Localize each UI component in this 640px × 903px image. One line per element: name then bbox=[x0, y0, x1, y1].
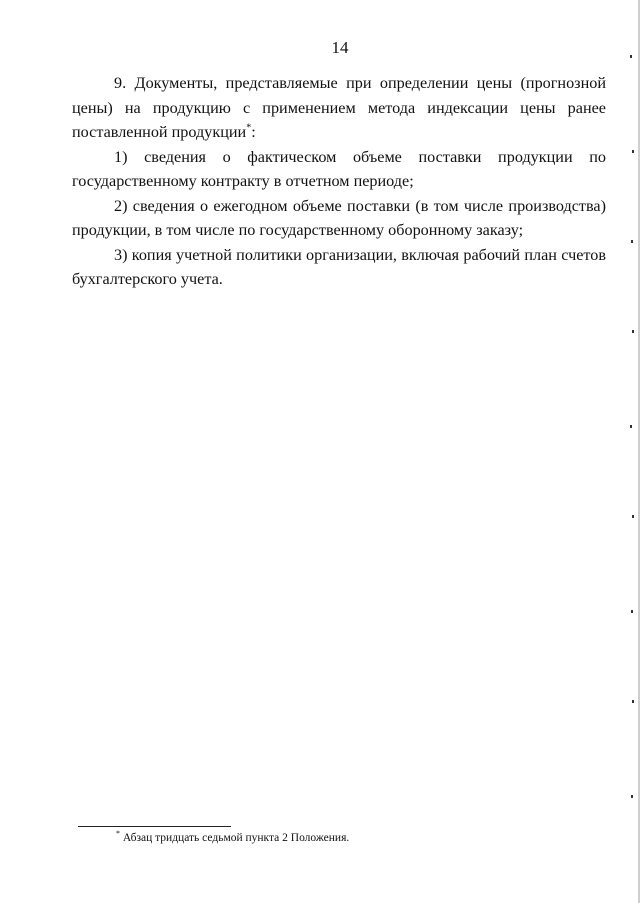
footnote-reference: * bbox=[246, 122, 252, 134]
list-item-1: 1) сведения о фактическом объеме поставки продукции по государственному контракту в отчетном периоде; bbox=[72, 147, 606, 190]
scan-speck bbox=[631, 610, 633, 613]
page-number: 14 bbox=[331, 38, 349, 57]
scan-speck bbox=[632, 330, 634, 333]
scan-speck bbox=[632, 150, 634, 153]
scan-speck bbox=[630, 55, 632, 58]
document-body bbox=[72, 71, 606, 292]
scan-speck bbox=[631, 240, 633, 243]
footnote-divider bbox=[78, 826, 231, 827]
list-item-2: 2) сведения о ежегодном объеме поставки (в том числе производства) продукции, в том числе по государственному оборонному заказу; bbox=[72, 196, 606, 239]
scan-speck bbox=[632, 515, 634, 518]
footnote bbox=[116, 831, 349, 845]
scan-speck bbox=[631, 795, 633, 798]
paragraph-item-9 bbox=[72, 71, 606, 145]
scan-speck bbox=[632, 700, 634, 703]
footnote-text: Абзац тридцать седьмой пункта 2 Положения. bbox=[120, 832, 350, 844]
paragraph-tail: : bbox=[251, 123, 256, 141]
list-item-3: 3) копия учетной политики организации, включая рабочий план счетов бухгалтерского учета. bbox=[72, 245, 606, 288]
paragraph-text: 9. Документы, представляемые при определении цены (прогнозной цены) на продукцию с применением метода индексации цены ранее поставленной продукции bbox=[72, 74, 606, 141]
footnote-mark: * bbox=[116, 829, 120, 839]
scan-speck bbox=[630, 425, 632, 428]
